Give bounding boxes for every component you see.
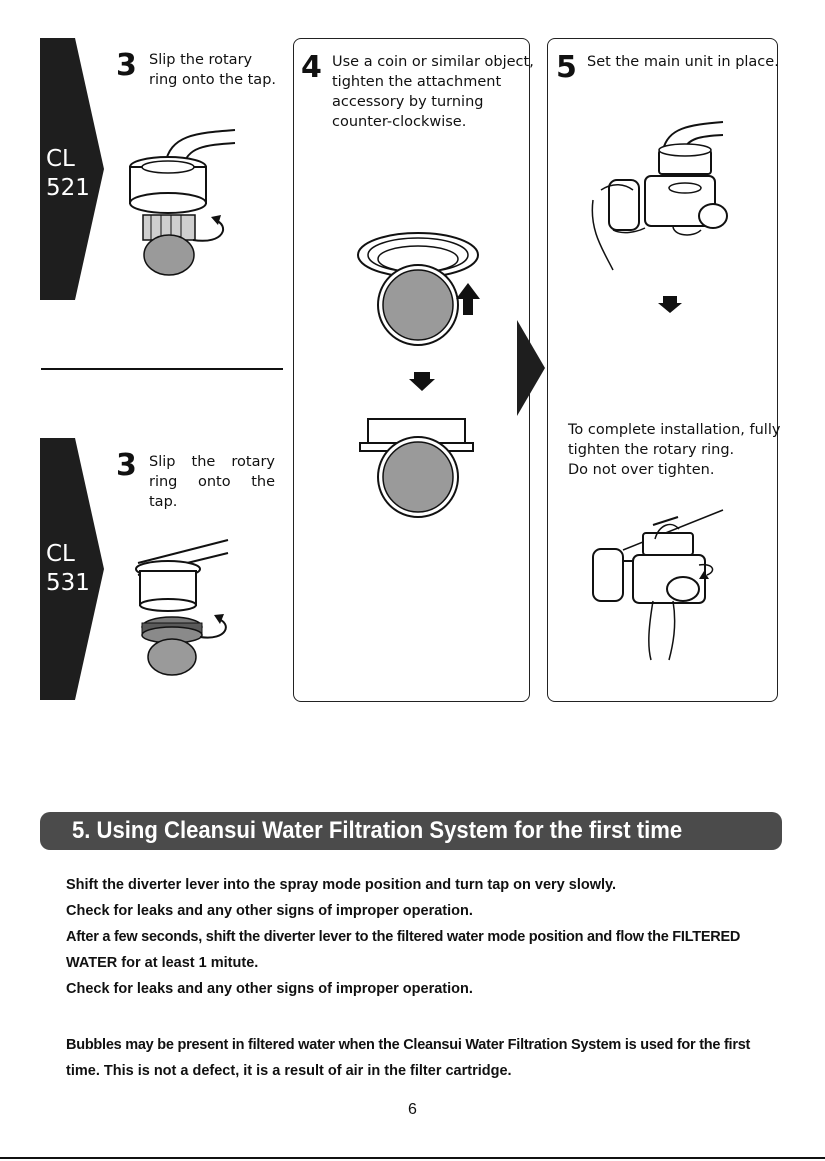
step5-note: To complete installation, fully tighten the rotary ring. Do not over tighten. <box>568 422 781 478</box>
bubbles-note-paragraph: Bubbles may be present in filtered water when the Cleansui Water Filtration System is used for the first time. This is not a defect, it is a result of air in the filter cartridge. <box>66 1037 751 1079</box>
step-text: Slip the rotary ring onto the tap. <box>149 52 277 88</box>
next-step-arrow-icon <box>517 320 547 420</box>
step-text: Slip the rotary ring onto the tap. <box>149 454 275 510</box>
model-label-cl521: CL 521 <box>46 146 90 201</box>
step-number: 4 <box>301 50 322 85</box>
step-text: Set the main unit in place. <box>587 54 779 70</box>
section-header <box>40 812 782 850</box>
tap-ring-illustration-cl521 <box>125 125 245 290</box>
attachment-illustration <box>350 215 490 525</box>
step-number: 3 <box>116 48 137 83</box>
bottom-rule <box>0 1157 825 1159</box>
page-number: 6 <box>408 1101 417 1118</box>
section-divider <box>41 368 283 370</box>
step-number: 3 <box>116 448 137 483</box>
step-text: Use a coin or similar object, tighten the attachment accessory by turning counter-clockwise. <box>332 54 534 130</box>
model-label-cl531: CL 531 <box>46 541 90 596</box>
main-unit-illustration <box>583 110 743 280</box>
instructions-paragraph: Shift the diverter lever into the spray mode position and turn tap on very slowly. Check for leaks and any other signs of improper operation. After a few seconds, shift the diverter lever to the filtered water mode position and flow the FILTERED WATER for at least 1 mitute. Check for leaks and any other signs of improper operation. <box>66 877 741 997</box>
tighten-ring-illustration <box>583 505 733 665</box>
tap-ring-illustration-cl531 <box>128 535 248 680</box>
step-number: 5 <box>556 50 577 85</box>
section-title: 5. Using Cleansui Water Filtration System for the first time <box>72 817 683 844</box>
